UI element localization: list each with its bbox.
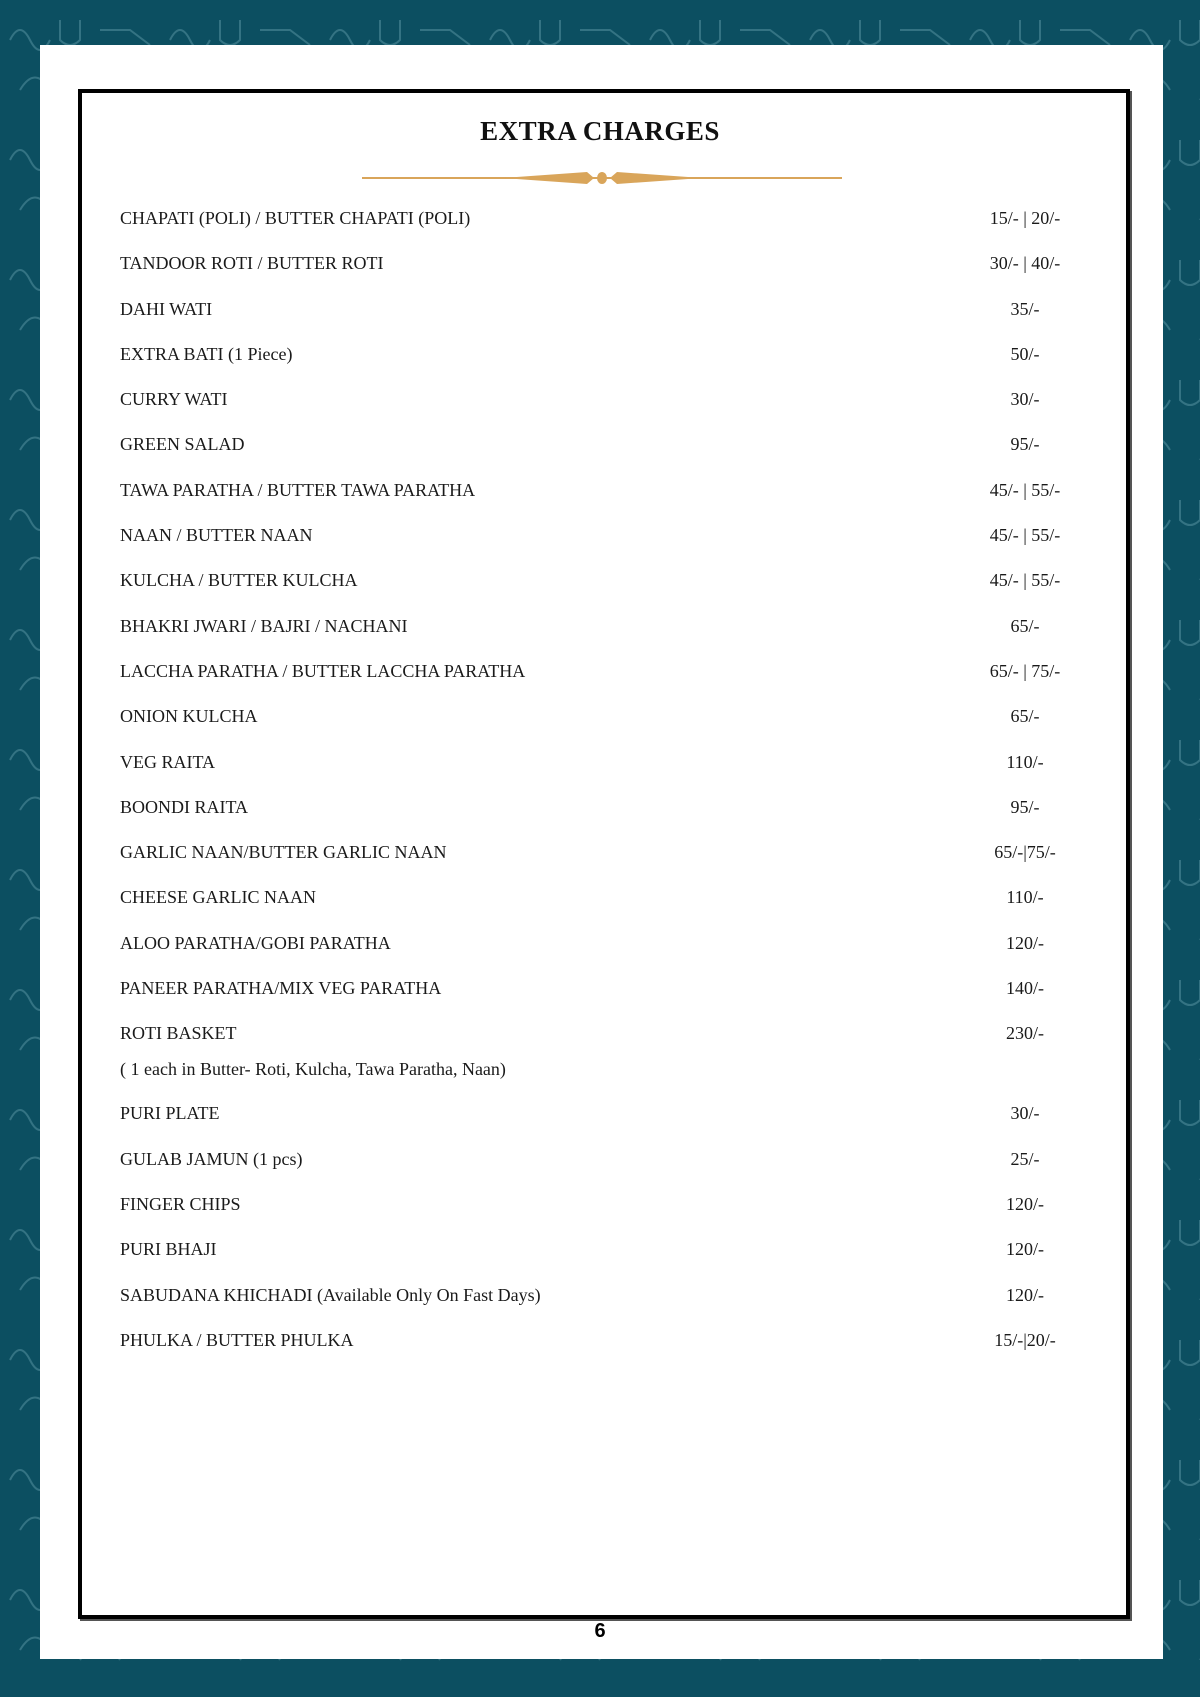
item-price: 110/- — [1006, 887, 1044, 908]
menu-item — [120, 1282, 1100, 1327]
item-price: 120/- — [1006, 1193, 1044, 1214]
item-price: 35/- — [1010, 298, 1040, 319]
item-name: ROTI BASKET — [120, 1023, 237, 1044]
menu-item — [120, 703, 1100, 748]
menu-item — [120, 975, 1100, 1020]
item-name: PANEER PARATHA/MIX VEG PARATHA — [120, 978, 442, 999]
item-name: GULAB JAMUN (1 pcs) — [120, 1148, 303, 1169]
item-price: 25/- — [1010, 1148, 1040, 1169]
item-price: 65/- | 75/- — [989, 660, 1061, 681]
menu-item — [120, 884, 1100, 929]
item-name: ONION KULCHA — [120, 706, 258, 727]
menu-item — [120, 522, 1100, 567]
menu-item — [120, 613, 1100, 658]
item-price: 65/-|75/- — [994, 842, 1056, 863]
item-price: 65/- — [1010, 615, 1040, 636]
item-name: PURI BHAJI — [120, 1239, 217, 1260]
item-name: GREEN SALAD — [120, 434, 245, 455]
menu-item — [120, 431, 1100, 476]
item-price: 15/-|20/- — [994, 1329, 1056, 1350]
item-name: VEG RAITA — [120, 751, 216, 772]
item-name: FINGER CHIPS — [120, 1193, 241, 1214]
item-name: EXTRA BATI (1 Piece) — [120, 343, 293, 364]
item-price: 50/- — [1010, 343, 1040, 364]
item-name: TAWA PARATHA / BUTTER TAWA PARATHA — [120, 479, 476, 500]
item-price: 30/- | 40/- — [989, 253, 1061, 274]
menu-item — [120, 749, 1100, 794]
menu-item — [120, 1327, 1100, 1372]
menu-item — [120, 794, 1100, 839]
item-price: 30/- — [1010, 1103, 1040, 1124]
item-price: 120/- — [1006, 1284, 1044, 1305]
item-price: 45/- | 55/- — [989, 479, 1061, 500]
extra-charges-list — [120, 205, 1100, 1372]
ornament-divider — [362, 168, 842, 188]
menu-item — [120, 341, 1100, 386]
menu-item — [120, 567, 1100, 612]
menu-item — [120, 250, 1100, 295]
menu-item — [120, 839, 1100, 884]
item-name: DAHI WATI — [120, 298, 213, 319]
item-name: CURRY WATI — [120, 389, 228, 410]
menu-item — [120, 205, 1100, 250]
menu-item — [120, 386, 1100, 431]
item-price: 45/- | 55/- — [989, 525, 1061, 546]
item-price: 45/- | 55/- — [989, 570, 1061, 591]
item-name: PHULKA / BUTTER PHULKA — [120, 1329, 354, 1350]
menu-item — [120, 1191, 1100, 1236]
item-price: 95/- — [1010, 434, 1040, 455]
item-name: KULCHA / BUTTER KULCHA — [120, 570, 358, 591]
menu-item — [120, 1236, 1100, 1281]
item-name: CHAPATI (POLI) / BUTTER CHAPATI (POLI) — [120, 208, 471, 228]
item-name: PURI PLATE — [120, 1103, 220, 1124]
menu-item — [120, 1146, 1100, 1191]
item-price: 110/- — [1006, 751, 1044, 772]
item-name: NAAN / BUTTER NAAN — [120, 525, 313, 546]
menu-item — [120, 1100, 1100, 1145]
item-price: 30/- — [1010, 389, 1040, 410]
item-price: 230/- — [1006, 1023, 1044, 1044]
menu-item — [120, 930, 1100, 975]
item-name: LACCHA PARATHA / BUTTER LACCHA PARATHA — [120, 660, 526, 681]
item-price: 120/- — [1006, 932, 1044, 953]
item-name: SABUDANA KHICHADI (Available Only On Fast Days) — [120, 1284, 541, 1305]
menu-item — [120, 477, 1100, 522]
item-price: 65/- — [1010, 706, 1040, 727]
item-name: BOONDI RAITA — [120, 796, 249, 817]
menu-item — [120, 658, 1100, 703]
item-price: 95/- — [1010, 796, 1040, 817]
item-note: ( 1 each in Butter- Roti, Kulcha, Tawa Paratha, Naan) — [120, 1059, 506, 1080]
menu-item — [120, 1020, 1100, 1100]
item-name: BHAKRI JWARI / BAJRI / NACHANI — [120, 615, 408, 636]
item-price: 15/- | 20/- — [989, 208, 1061, 228]
item-name: TANDOOR ROTI / BUTTER ROTI — [120, 253, 384, 274]
page-number: 6 — [594, 1620, 606, 1642]
item-name: GARLIC NAAN/BUTTER GARLIC NAAN — [120, 842, 447, 863]
item-name: ALOO PARATHA/GOBI PARATHA — [120, 932, 391, 953]
item-name: CHEESE GARLIC NAAN — [120, 887, 316, 908]
item-price: 120/- — [1006, 1239, 1044, 1260]
page-title: EXTRA CHARGES — [480, 116, 720, 146]
item-price: 140/- — [1006, 978, 1044, 999]
menu-item — [120, 296, 1100, 341]
